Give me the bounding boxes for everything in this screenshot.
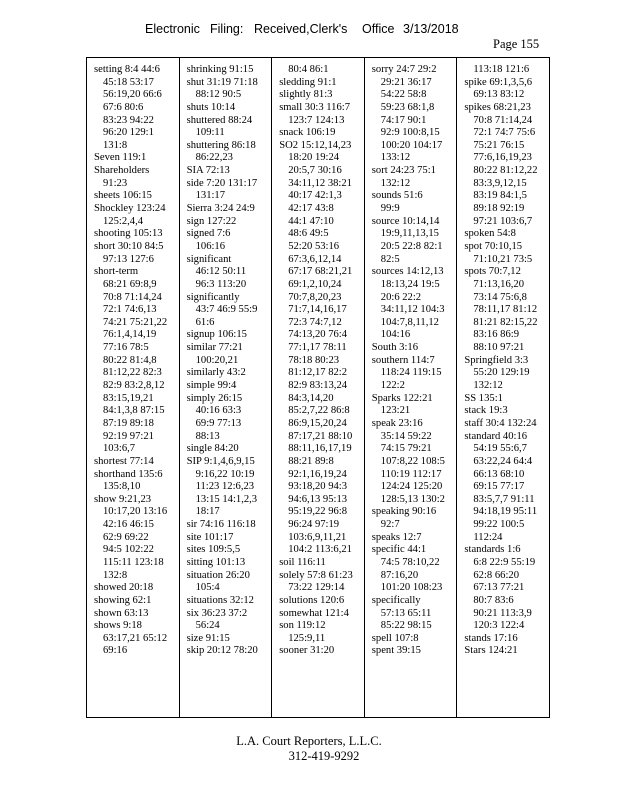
index-continuation-line: 72:1 74:6,13 — [103, 304, 157, 316]
index-continuation-line: 70:8 71:14,24 — [473, 114, 533, 126]
index-continuation-line: 104:2 113:6,21 — [288, 544, 352, 556]
index-continuation-line: 88:10 97:21 — [473, 342, 525, 354]
index-continuation-line: 69:16 — [103, 645, 128, 657]
index-continuation-line: 92:9 100:8,15 — [380, 127, 440, 139]
index-entry: situation 26:20 — [186, 569, 250, 581]
index-continuation-line: 92:19 97:21 — [103, 430, 154, 442]
index-entry: sooner 31:20 — [279, 645, 335, 657]
index-entry: shuttering 86:18 — [186, 139, 256, 151]
index-entry: specifically — [371, 594, 421, 606]
index-entry: six 36:23 37:2 — [186, 607, 248, 619]
index-continuation-line: 82:9 83:2,8,12 — [103, 380, 165, 392]
index-continuation-line: 132:12 — [380, 177, 411, 189]
index-continuation-line: 67:3,6,12,14 — [288, 253, 342, 265]
index-column-1 — [87, 58, 179, 717]
index-continuation-line: 131:8 — [103, 139, 128, 151]
index-entry: South 3:16 — [371, 342, 418, 354]
index-continuation-line: 94:6,13 95:13 — [288, 493, 348, 505]
index-entry: sir 74:16 116:18 — [186, 519, 256, 531]
index-entry: sheets 106:15 — [94, 190, 152, 202]
index-continuation-line: 19:9,11,13,15 — [380, 228, 439, 240]
header-electronic: Electronic — [145, 22, 200, 36]
index-entry: standard 40:16 — [464, 430, 528, 442]
word-index-table — [86, 57, 550, 718]
index-continuation-line: 83:5,7,7 91:11 — [473, 493, 535, 505]
index-continuation-line: 104:16 — [380, 329, 411, 341]
index-entry: simply 26:15 — [186, 392, 243, 404]
index-continuation-line: 73:22 129:14 — [288, 582, 345, 594]
index-continuation-line: 84:1,3,8 87:15 — [103, 405, 165, 417]
footer-phone: 312-419-9292 — [288, 749, 360, 763]
index-continuation-line: 73:14 75:6,8 — [473, 291, 527, 303]
index-continuation-line: 88:13 — [195, 430, 220, 442]
index-entry: spent 39:15 — [371, 645, 421, 657]
index-continuation-line: 45:18 53:17 — [103, 76, 154, 88]
index-continuation-line: 125:2,4,4 — [103, 215, 144, 227]
index-continuation-line: 123:21 — [380, 405, 411, 417]
index-entry: shooting 105:13 — [94, 228, 163, 240]
index-continuation-line: 118:24 119:15 — [380, 367, 442, 379]
index-continuation-line: 70:7,8,20,23 — [288, 291, 342, 303]
index-continuation-line: 92:1,16,19,24 — [288, 468, 347, 480]
index-entry: stack 19:3 — [464, 405, 508, 417]
index-continuation-line: 100:20,21 — [195, 354, 239, 366]
index-continuation-line: 70:8 71:14,24 — [103, 291, 162, 303]
index-continuation-line: 34:11,12 104:3 — [380, 304, 445, 316]
index-continuation-line: 6:8 22:9 55:19 — [473, 556, 536, 568]
index-continuation-line: 18:13,24 19:5 — [380, 278, 440, 290]
index-continuation-line: 109:11 — [195, 127, 225, 139]
index-entry: source 10:14,14 — [371, 215, 440, 227]
index-continuation-line: 87:16,20 — [380, 569, 419, 581]
index-continuation-line: 83:16 86:9 — [473, 329, 519, 341]
index-entry: speaking 90:16 — [371, 506, 437, 518]
filing-header — [0, 22, 618, 38]
index-continuation-line: 96:20 129:1 — [103, 127, 154, 139]
index-entry: simple 99:4 — [186, 380, 237, 392]
index-entry: spikes 68:21,23 — [464, 101, 531, 113]
index-entry: similarly 43:2 — [186, 367, 246, 379]
index-column-5 — [456, 58, 549, 717]
index-continuation-line: 97:13 127:6 — [103, 253, 154, 265]
index-continuation-line: 91:23 — [103, 177, 128, 189]
index-continuation-line: 69:1,2,10,24 — [288, 278, 342, 290]
index-continuation-line: 77:1,17 78:11 — [288, 342, 347, 354]
index-continuation-line: 83:19 84:1,5 — [473, 190, 527, 202]
index-continuation-line: 93:18,20 94:3 — [288, 481, 348, 493]
index-entry: shrinking 91:15 — [186, 64, 254, 75]
index-continuation-line: 77:6,16,19,23 — [473, 152, 532, 164]
index-entry: Sparks 122:21 — [371, 392, 433, 404]
index-entry: spot 70:10,15 — [464, 240, 523, 252]
index-entry: setting 8:4 44:6 — [94, 64, 160, 75]
index-continuation-line: 97:21 103:6,7 — [473, 215, 533, 227]
index-continuation-line: 66:13 68:10 — [473, 468, 525, 480]
index-continuation-line: 63:22,24 64:4 — [473, 455, 533, 467]
index-continuation-line: 133:12 — [380, 152, 411, 164]
index-entry: Shareholders — [94, 165, 150, 177]
index-continuation-line: 74:15 79:21 — [380, 443, 432, 455]
index-continuation-line: 20:6 22:2 — [380, 291, 422, 303]
index-continuation-line: 123:7 124:13 — [288, 114, 345, 126]
index-entry: sitting 101:13 — [186, 556, 246, 568]
index-continuation-line: 83:23 94:22 — [103, 114, 154, 126]
index-entry: sorry 24:7 29:2 — [371, 64, 437, 75]
index-continuation-line: 80:7 83:6 — [473, 594, 514, 606]
index-continuation-line: 100:20 104:17 — [380, 139, 443, 151]
index-continuation-line: 104:7,8,11,12 — [380, 316, 439, 328]
index-continuation-line: 72:3 74:7,12 — [288, 316, 342, 328]
index-entry: side 7:20 131:17 — [186, 177, 258, 189]
index-entry: small 30:3 116:7 — [279, 101, 351, 113]
index-continuation-line: 67:6 80:6 — [103, 101, 144, 113]
index-entry: shuts 10:14 — [186, 101, 236, 113]
index-entry: showed 20:18 — [94, 582, 154, 594]
index-continuation-line: 101:20 108:23 — [380, 582, 443, 594]
index-continuation-line: 113:18 121:6 — [473, 64, 530, 75]
index-entry: solutions 120:6 — [279, 594, 345, 606]
index-continuation-line: 94:18,19 95:11 — [473, 506, 538, 518]
index-entry: solely 57:8 61:23 — [279, 569, 353, 581]
index-entry: spell 107:8 — [371, 632, 419, 644]
index-entry: signed 7:6 — [186, 228, 231, 240]
index-continuation-line: 29:21 36:17 — [380, 76, 432, 88]
index-entry: site 101:17 — [186, 531, 234, 543]
index-entry: significant — [186, 253, 232, 265]
index-continuation-line: 132:8 — [103, 569, 128, 581]
index-entry: sites 109:5,5 — [186, 544, 241, 556]
index-continuation-line: 87:19 89:18 — [103, 417, 154, 429]
index-continuation-line: 59:23 68:1,8 — [380, 101, 435, 113]
index-continuation-line: 99:9 — [380, 203, 400, 215]
index-entry: situations 32:12 — [186, 594, 254, 606]
index-continuation-line: 78:11,17 81:12 — [473, 304, 538, 316]
index-continuation-line: 88:11,16,17,19 — [288, 443, 352, 455]
index-entry: somewhat 121:4 — [279, 607, 349, 619]
index-continuation-line: 80:22 81:4,8 — [103, 354, 157, 366]
page-number: Page 155 — [493, 37, 540, 51]
index-entry: SIA 72:13 — [186, 165, 230, 177]
index-entry: Seven 119:1 — [94, 152, 147, 164]
index-continuation-line: 107:8,22 108:5 — [380, 455, 445, 467]
index-continuation-line: 42:17 43:8 — [288, 203, 334, 215]
index-entry: southern 114:7 — [371, 354, 435, 366]
index-continuation-line: 72:1 74:7 75:6 — [473, 127, 536, 139]
index-entry: short 30:10 84:5 — [94, 240, 164, 252]
index-continuation-line: 81:12,17 82:2 — [288, 367, 348, 379]
index-continuation-line: 54:19 55:6,7 — [473, 443, 527, 455]
index-entry: skip 20:12 78:20 — [186, 645, 258, 657]
index-entry: spoken 54:8 — [464, 228, 516, 240]
index-continuation-line: 88:12 90:5 — [195, 89, 242, 101]
index-continuation-line: 20:5,7 30:16 — [288, 165, 342, 177]
index-continuation-line: 82:5 — [380, 253, 400, 265]
index-continuation-line: 34:11,12 38:21 — [288, 177, 352, 189]
index-continuation-line: 86:9,15,20,24 — [288, 417, 347, 429]
index-continuation-line: 69:13 83:12 — [473, 89, 525, 101]
footer-company: L.A. Court Reporters, L.L.C. — [236, 734, 382, 748]
index-continuation-line: 56:24 — [195, 620, 220, 632]
index-entry: specific 44:1 — [371, 544, 427, 556]
header-received: Received,Clerk's — [254, 22, 348, 36]
index-continuation-line: 62:8 66:20 — [473, 569, 519, 581]
index-entry: shorthand 135:6 — [94, 468, 163, 480]
index-entry: SO2 15:12,14,23 — [279, 139, 352, 151]
index-entry: shuttered 88:24 — [186, 114, 253, 126]
index-continuation-line: 10:17,20 13:16 — [103, 506, 168, 518]
index-entry: staff 30:4 132:24 — [464, 417, 537, 429]
index-continuation-line: 18:20 19:24 — [288, 152, 340, 164]
index-continuation-line: 69:9 77:13 — [195, 417, 242, 429]
index-continuation-line: 74:13,20 76:4 — [288, 329, 348, 341]
index-entry: speaks 12:7 — [371, 531, 422, 543]
index-entry: stands 17:16 — [464, 632, 518, 644]
index-continuation-line: 112:24 — [473, 531, 503, 543]
index-continuation-line: 69:15 77:17 — [473, 481, 525, 493]
index-entry: showing 62:1 — [94, 594, 152, 606]
index-continuation-line: 42:16 46:15 — [103, 519, 154, 531]
index-continuation-line: 57:13 65:11 — [380, 607, 432, 619]
index-entry: size 91:15 — [186, 632, 230, 644]
index-continuation-line: 83:15,19,21 — [103, 392, 154, 404]
index-entry: shut 31:19 71:18 — [186, 76, 258, 88]
index-continuation-line: 56:19,20 66:6 — [103, 89, 162, 101]
index-entry: shortest 77:14 — [94, 455, 154, 467]
index-entry: show 9:21,23 — [94, 493, 152, 505]
index-continuation-line: 52:20 53:16 — [288, 240, 340, 252]
index-continuation-line: 74:5 78:10,22 — [380, 556, 440, 568]
index-continuation-line: 18:17 — [195, 506, 220, 518]
index-entry: sign 127:22 — [186, 215, 237, 227]
index-continuation-line: 88:21 89:8 — [288, 455, 334, 467]
index-entry: single 84:20 — [186, 443, 239, 455]
index-continuation-line: 92:7 — [380, 519, 400, 531]
index-continuation-line: 55:20 129:19 — [473, 367, 530, 379]
index-continuation-line: 125:9,11 — [288, 632, 326, 644]
index-continuation-line: 67:13 77:21 — [473, 582, 525, 594]
index-continuation-line: 40:16 63:3 — [195, 405, 242, 417]
index-continuation-line: 80:4 86:1 — [288, 64, 329, 75]
index-entry: soil 116:11 — [279, 556, 326, 568]
index-continuation-line: 63:17,21 65:12 — [103, 632, 168, 644]
index-entry: similar 77:21 — [186, 342, 243, 354]
index-continuation-line: 135:8,10 — [103, 481, 141, 493]
header-office: Office — [362, 22, 395, 36]
index-continuation-line: 115:11 123:18 — [103, 556, 164, 568]
index-continuation-line: 74:21 75:21,22 — [103, 316, 168, 328]
index-entry: spike 69:1,3,5,6 — [464, 76, 533, 88]
index-continuation-line: 74:17 90:1 — [380, 114, 427, 126]
index-column-2 — [179, 58, 272, 717]
index-continuation-line: 62:9 69:22 — [103, 531, 149, 543]
index-continuation-line: 86:22,23 — [195, 152, 233, 164]
index-entry: sources 14:12,13 — [371, 266, 444, 278]
index-continuation-line: 87:17,21 88:10 — [288, 430, 353, 442]
index-continuation-line: 44:1 47:10 — [288, 215, 334, 227]
index-entry: sort 24:23 75:1 — [371, 165, 436, 177]
index-continuation-line: 120:3 122:4 — [473, 620, 525, 632]
index-entry: significantly — [186, 291, 240, 303]
index-continuation-line: 43:7 46:9 55:9 — [195, 304, 258, 316]
index-column-3 — [271, 58, 364, 717]
index-entry: Springfield 3:3 — [464, 354, 529, 366]
index-continuation-line: 40:17 42:1,3 — [288, 190, 342, 202]
index-continuation-line: 71:13,16,20 — [473, 278, 524, 290]
index-entry: sledding 91:1 — [279, 76, 337, 88]
index-continuation-line: 9:16,22 10:19 — [195, 468, 255, 480]
index-continuation-line: 110:19 112:17 — [380, 468, 442, 480]
index-continuation-line: 67:17 68:21,21 — [288, 266, 353, 278]
index-continuation-line: 103:6,7 — [103, 443, 136, 455]
index-continuation-line: 54:22 58:8 — [380, 89, 427, 101]
index-continuation-line: 85:2,7,22 86:8 — [288, 405, 350, 417]
index-continuation-line: 78:18 80:23 — [288, 354, 340, 366]
index-continuation-line: 124:24 125:20 — [380, 481, 443, 493]
index-continuation-line: 105:4 — [195, 582, 220, 594]
index-entry: short-term — [94, 266, 139, 278]
index-continuation-line: 71:7,14,16,17 — [288, 304, 347, 316]
index-entry: Sierra 3:24 24:9 — [186, 203, 255, 215]
index-continuation-line: 75:21 76:15 — [473, 139, 525, 151]
index-continuation-line: 48:6 49:5 — [288, 228, 329, 240]
index-continuation-line: 80:22 81:12,22 — [473, 165, 538, 177]
header-date: 3/13/2018 — [403, 22, 459, 36]
index-continuation-line: 99:22 100:5 — [473, 519, 525, 531]
index-entry: SS 135:1 — [464, 392, 503, 404]
index-continuation-line: 35:14 59:22 — [380, 430, 432, 442]
index-entry: shows 9:18 — [94, 620, 142, 632]
index-continuation-line: 84:3,14,20 — [288, 392, 334, 404]
index-entry: shown 63:13 — [94, 607, 149, 619]
index-continuation-line: 96:3 113:20 — [195, 278, 247, 290]
index-continuation-line: 61:6 — [195, 316, 215, 328]
index-column-4 — [364, 58, 457, 717]
index-continuation-line: 94:5 102:22 — [103, 544, 154, 556]
index-continuation-line: 95:19,22 96:8 — [288, 506, 348, 518]
page-footer — [0, 734, 618, 764]
header-filing: Filing: — [210, 22, 244, 36]
index-continuation-line: 20:5 22:8 82:1 — [380, 240, 443, 252]
index-continuation-line: 13:15 14:1,2,3 — [195, 493, 258, 505]
index-continuation-line: 81:12,22 82:3 — [103, 367, 162, 379]
index-continuation-line: 106:16 — [195, 240, 226, 252]
index-entry: speak 23:16 — [371, 417, 423, 429]
index-continuation-line: 131:17 — [195, 190, 226, 202]
index-continuation-line: 77:16 78:5 — [103, 342, 149, 354]
index-continuation-line: 103:6,9,11,21 — [288, 531, 347, 543]
index-entry: signup 106:15 — [186, 329, 247, 341]
index-continuation-line: 71:10,21 73:5 — [473, 253, 533, 265]
index-entry: son 119:12 — [279, 620, 326, 632]
index-continuation-line: 85:22 98:15 — [380, 620, 432, 632]
index-continuation-line: 81:21 82:15,22 — [473, 316, 538, 328]
index-continuation-line: 90:21 113:3,9 — [473, 607, 532, 619]
index-entry: Stars 124:21 — [464, 645, 518, 657]
index-entry: Shockley 123:24 — [94, 203, 166, 215]
index-continuation-line: 76:1,4,14,19 — [103, 329, 157, 341]
index-entry: spots 70:7,12 — [464, 266, 521, 278]
index-entry: SIP 9:1,4,6,9,15 — [186, 455, 255, 467]
index-entry: sounds 51:6 — [371, 190, 423, 202]
index-entry: standards 1:6 — [464, 544, 521, 556]
index-continuation-line: 68:21 69:8,9 — [103, 278, 157, 290]
index-continuation-line: 96:24 97:19 — [288, 519, 340, 531]
index-entry: slightly 81:3 — [279, 89, 333, 101]
index-continuation-line: 128:5,13 130:2 — [380, 493, 445, 505]
index-continuation-line: 46:12 50:11 — [195, 266, 247, 278]
index-continuation-line: 11:23 12:6,23 — [195, 481, 255, 493]
index-continuation-line: 82:9 83:13,24 — [288, 380, 348, 392]
index-continuation-line: 89:18 92:19 — [473, 203, 525, 215]
index-entry: snack 106:19 — [279, 127, 336, 139]
index-continuation-line: 83:3,9,12,15 — [473, 177, 527, 189]
index-continuation-line: 122:2 — [380, 380, 405, 392]
index-continuation-line: 132:12 — [473, 380, 503, 392]
